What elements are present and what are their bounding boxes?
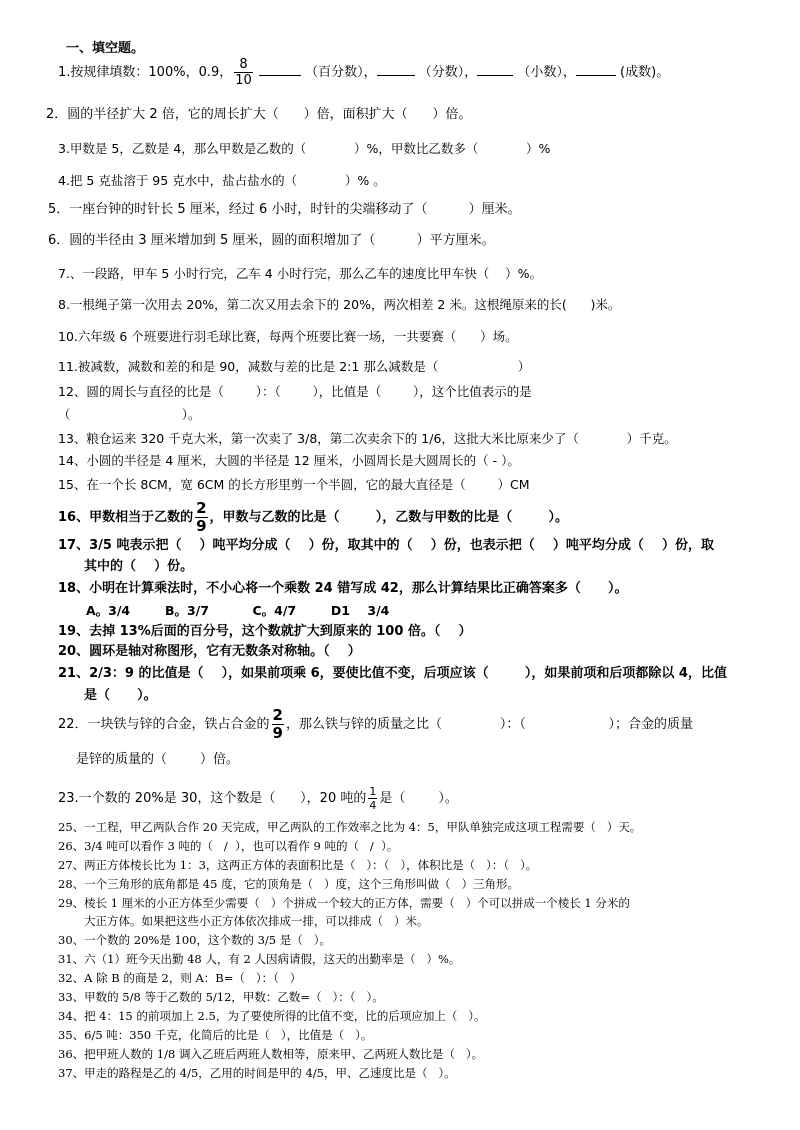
q16-prefix: 16、甲数相当于乙数的 <box>58 510 194 525</box>
question-15: 15、在一个长 8CM，宽 6CM 的长方形里剪一个半圆，它的最大直径是（ ）CM <box>58 477 530 492</box>
question-25: 25、一工程，甲乙两队合作 20 天完成，甲乙两队的工作效率之比为 4：5，甲队单独完成这项工程需要（ ）天。 <box>58 820 642 834</box>
question-35: 35、6/5 吨：350 千克，化简后的比是（ ），比值是（ ）。 <box>58 1028 373 1042</box>
question-5: 5．一座台钟的时针长 5 厘米，经过 6 小时，时针的尖端移动了（ ）厘米。 <box>48 202 521 217</box>
q1-seg2: （分数）， <box>418 65 478 80</box>
q1-seg3: （小数）， <box>517 65 576 80</box>
question-29-line1: 29、棱长 1 厘米的小正方体至少需要（ ）个拼成一个较大的正方体，需要（ ）个可以拼成一个棱长 1 分米的 <box>58 896 630 910</box>
q22-prefix: 22．一块铁与锌的合金，铁占合金的 <box>58 717 270 732</box>
question-17-line2: 其中的（ ）份。 <box>84 559 194 574</box>
question-18: 18、小明在计算乘法时，不小心将一个乘数 24 错写成 42，那么计算结果比正确答案多（ ）。 <box>58 581 628 596</box>
question-11: 11.被减数，减数和差的和是 90，减数与差的比是 2:1 那么减数是（ ） <box>58 359 531 374</box>
q23-frac-den: 4 <box>369 799 377 812</box>
question-6: 6．圆的半径由 3 厘米增加到 5 厘米，圆的面积增加了（ ）平方厘米。 <box>48 233 495 248</box>
q1-seg4: (成数)。 <box>620 65 670 80</box>
question-12-line1: 12、圆的周长与直径的比是（ ）：（ ），比值是（ ），这个比值表示的是 <box>58 384 532 399</box>
q1-blank-1[interactable] <box>259 63 301 76</box>
question-12-line2: （ ）。 <box>58 407 201 422</box>
question-18-options: A。3/4 B。3/7 C。4/7 D1 3/4 <box>86 603 390 618</box>
section-title: 一、填空题。 <box>66 41 145 56</box>
question-20: 20、圆环是轴对称图形，它有无数条对称轴。（ ） <box>58 644 361 659</box>
question-22 <box>58 708 693 741</box>
q1-blank-4[interactable] <box>576 63 616 76</box>
question-34: 34、把 4：15 的前项加上 2.5，为了要使所得的比值不变，比的后项应加上（ ）。 <box>58 1009 486 1023</box>
q16-fraction <box>195 501 207 534</box>
question-26: 26、3/4 吨可以看作 3 吨的（ / ），也可以看作 9 吨的（ / ）。 <box>58 839 399 853</box>
question-28: 28、一个三角形的底角都是 45 度，它的顶角是（ ）度，这个三角形叫做（ ）三角形。 <box>58 877 520 891</box>
question-27: 27、两正方体棱长比为 1：3，这两正方体的表面积比是（ ）：（ ），体积比是（ ）：（ ）。 <box>58 858 538 872</box>
question-3: 3.甲数是 5，乙数是 4，那么甲数是乙数的（ ）%，甲数比乙数多（ ）% <box>58 141 551 156</box>
question-7: 7.、一段路，甲车 5 小时行完，乙车 4 小时行完，那么乙车的速度比甲车快（ ）%。 <box>58 266 542 281</box>
question-29-line2: 大正方体。如果把这些小正方体依次排成一排，可以排成（ ）米。 <box>84 914 429 928</box>
q23-fraction <box>368 786 377 811</box>
question-21-line2: 是（ ）。 <box>84 688 157 703</box>
question-10: 10.六年级 6 个班要进行羽毛球比赛，每两个班要比赛一场，一共要赛（ ）场。 <box>58 329 518 344</box>
question-32: 32、A 除 B 的商是 2，则 A：B=（ ）：（ ） <box>58 971 302 985</box>
q22-fraction <box>272 708 284 741</box>
question-33: 33、甲数的 5/8 等于乙数的 5/12，甲数：乙数=（ ）：（ ）。 <box>58 990 384 1004</box>
question-16 <box>58 501 568 534</box>
question-1 <box>58 58 669 87</box>
question-36: 36、把甲班人数的 1/8 调入乙班后两班人数相等，原来甲、乙两班人数比是（ ）。 <box>58 1047 484 1061</box>
q23-frac-num: 1 <box>369 785 377 798</box>
question-19: 19、去掉 13%后面的百分号，这个数就扩大到原来的 100 倍。（ ） <box>58 624 472 639</box>
question-2: 2．圆的半径扩大 2 倍，它的周长扩大（ ）倍，面积扩大（ ）倍。 <box>46 107 472 122</box>
q1-seg1: （百分数）， <box>305 65 377 80</box>
q22-frac-den: 9 <box>272 724 283 742</box>
q16-frac-num: 2 <box>196 499 207 517</box>
q1-frac-num: 8 <box>239 57 248 72</box>
q1-blank-2[interactable] <box>377 63 415 76</box>
question-30: 30、一个数的 20%是 100，这个数的 3/5 是（ ）。 <box>58 933 331 947</box>
question-22-line2: 是锌的质量的（ ）倍。 <box>76 752 240 767</box>
question-14: 14、小圆的半径是 4 厘米，大圆的半径是 12 厘米，小圆周长是大圆周长的（ - ）。 <box>58 453 520 468</box>
q23-prefix: 23.一个数的 20%是 30，这个数是（ ），20 吨的 <box>58 791 367 806</box>
question-13: 13、粮仓运来 320 千克大米，第一次卖了 3/8，第二次卖余下的 1/6，这批大米比原来少了（ ）千克。 <box>58 431 677 446</box>
question-8: 8.一根绳子第一次用去 20%，第二次又用去余下的 20%，两次相差 2 米。这根绳原来的长( )米。 <box>58 297 621 312</box>
q22-frac-num: 2 <box>272 706 283 724</box>
q16-suffix: ，甲数与乙数的比是（ ），乙数与甲数的比是（ ）。 <box>209 510 568 525</box>
q1-prefix: 1.按规律填数：100%，0.9， <box>58 65 233 80</box>
q1-fraction <box>234 58 253 87</box>
question-21-line1: 21、2/3：9 的比值是（ ），如果前项乘 6，要使比值不变，后项应该（ ），如果前项和后项都除以 4，比值 <box>58 666 727 681</box>
question-37: 37、甲走的路程是乙的 4/5，乙用的时间是甲的 4/5，甲、乙速度比是（ ）。 <box>58 1066 456 1080</box>
question-23 <box>58 786 458 811</box>
q16-frac-den: 9 <box>196 517 207 535</box>
question-17-line1: 17、3/5 吨表示把（ ）吨平均分成（ ）份，取其中的（ ）份，也表示把（ ）吨平均分成（ ）份，取 <box>58 538 714 553</box>
q23-suffix: 是（ ）。 <box>379 791 458 806</box>
q1-blank-3[interactable] <box>477 63 513 76</box>
question-31: 31、六（1）班今天出勤 48 人，有 2 人因病请假，这天的出勤率是（ ）%。 <box>58 952 461 966</box>
q1-frac-den: 10 <box>235 73 252 88</box>
q22-suffix: ，那么铁与锌的质量之比（ ）：（ ）；合金的质量 <box>285 717 693 732</box>
question-4: 4.把 5 克盐溶于 95 克水中，盐占盐水的（ ）% 。 <box>58 173 386 188</box>
